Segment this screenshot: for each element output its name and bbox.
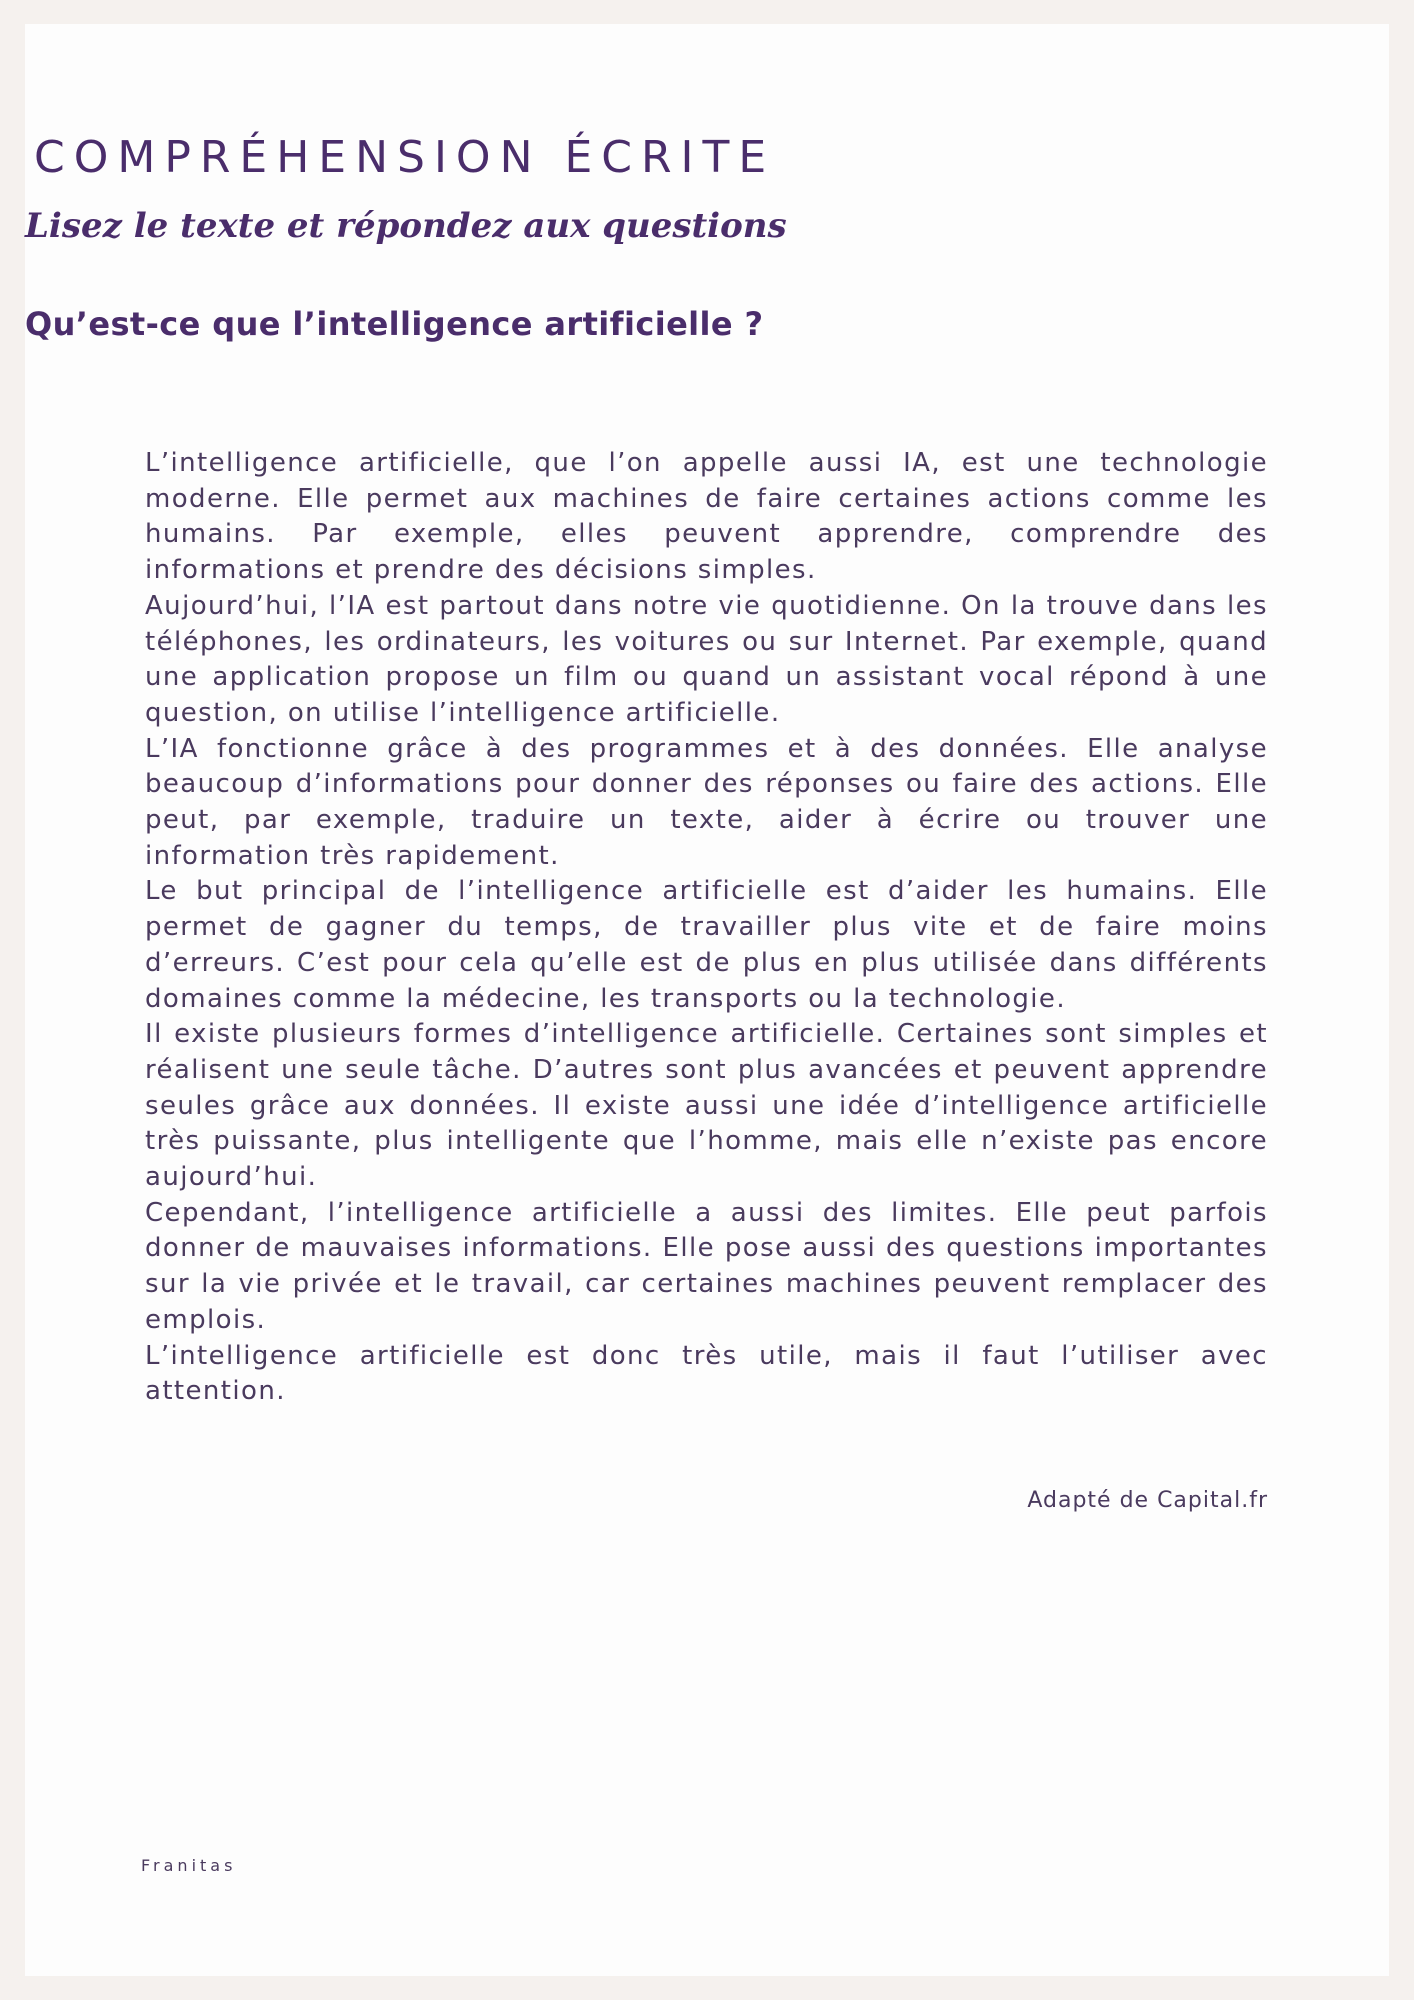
footer-brand: Franitas <box>141 1856 237 1875</box>
page-title: COMPRÉHENSION ÉCRITE <box>34 132 776 183</box>
article-title: Qu’est-ce que l’intelligence artificielle ? <box>25 305 764 343</box>
article-paragraph: L’IA fonctionne grâce à des programmes et à des données. Elle analyse beaucoup d’informations pour donner des réponses ou faire des actions. Elle peut, par exemple, traduire un texte, aider à écrire ou trouver une information très rapidement. <box>145 733 1268 871</box>
page-subtitle: Lisez le texte et répondez aux questions <box>25 206 787 246</box>
article-paragraph: Le but principal de l’intelligence artificielle est d’aider les humains. Elle permet de gagner du temps, de travailler plus vite et de faire moins d’erreurs. C’est pour cela qu’elle est de plus en plus utilisée dans différents domaines comme la médecine, les transports ou la technologie. <box>145 876 1268 1014</box>
article-paragraph: Cependant, l’intelligence artificielle a aussi des limites. Elle peut parfois donner de mauvaises informations. Elle pose aussi des questions importantes sur la vie privée et le travail, car certaines machines peuvent remplacer des emplois. <box>145 1197 1268 1335</box>
article-body <box>145 446 1268 1410</box>
article-paragraph: L’intelligence artificielle est donc très utile, mais il faut l’utiliser avec attention. <box>145 1340 1268 1407</box>
worksheet-page <box>25 24 1389 1976</box>
article-paragraph: L’intelligence artificielle, que l’on appelle aussi IA, est une technologie moderne. Elle permet aux machines de faire certaines actions comme les humains. Par exemple, elles peuvent apprendre, comprendre des informations et prendre des décisions simples. <box>145 448 1268 586</box>
article-paragraph: Aujourd’hui, l’IA est partout dans notre vie quotidienne. On la trouve dans les téléphones, les ordinateurs, les voitures ou sur Internet. Par exemple, quand une application propose un film ou quand un assistant vocal répond à une question, on utilise l’intelligence artificielle. <box>145 590 1268 728</box>
article-paragraph: Il existe plusieurs formes d’intelligence artificielle. Certaines sont simples et réalisent une seule tâche. D’autres sont plus avancées et peuvent apprendre seules grâce aux données. Il existe aussi une idée d’intelligence artificielle très puissante, plus intelligente que l’homme, mais elle n’existe pas encore aujourd’hui. <box>145 1019 1268 1193</box>
article-source: Adapté de Capital.fr <box>1027 1488 1268 1513</box>
